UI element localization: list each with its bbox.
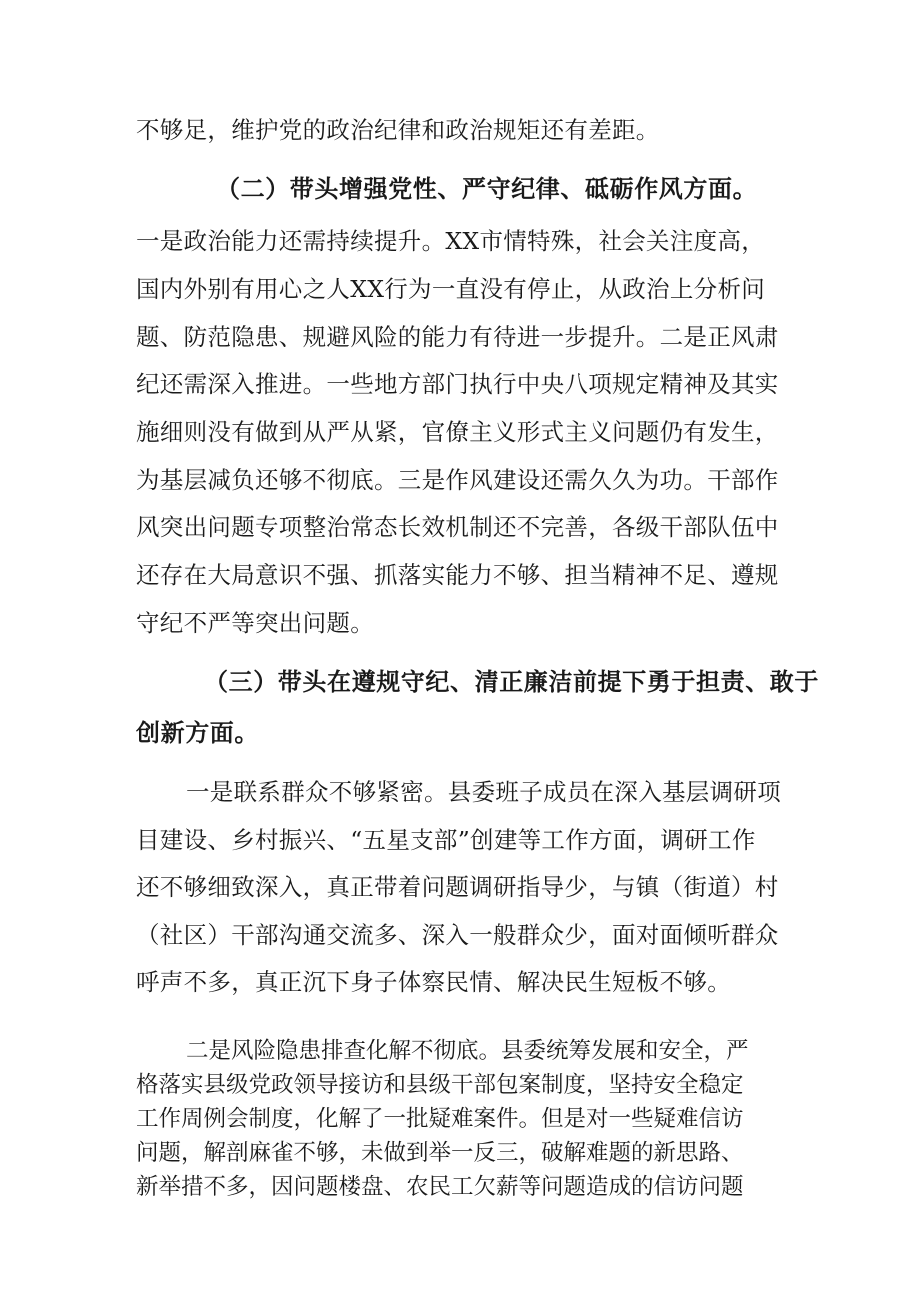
section-heading: （三）带头在遵规守纪、清正廉洁前提下勇于担责、敢于: [204, 667, 819, 696]
paragraph-line: 施细则没有做到从严从紧，官僚主义形式主义问题仍有发生，: [136, 418, 779, 446]
paragraph-line: 还存在大局意识不强、抓落实能力不够、担当精神不足、遵规: [136, 561, 779, 589]
paragraph-line: 格落实县级党政领导接访和县级干部包案制度，坚持安全稳定: [136, 1072, 744, 1098]
paragraph-line: 守纪不严等突出问题。: [136, 609, 374, 637]
paragraph-line: 不够足，维护党的政治纪律和政治规矩还有差距。: [136, 116, 660, 144]
paragraph-line: 还不够细致深入，真正带着问题调研指导少，与镇（街道）村: [136, 873, 779, 901]
paragraph-line: 问题，解剖麻雀不够，未做到举一反三，破解难题的新思路、: [136, 1140, 744, 1166]
paragraph-line: 为基层减负还够不彻底。三是作风建设还需久久为功。干部作: [136, 466, 779, 494]
paragraph-line: 新举措不多，因问题楼盘、农民工欠薪等问题造成的信访问题: [136, 1174, 744, 1200]
paragraph-line: （社区）干部沟通交流多、深入一般群众少，面对面倾听群众: [136, 921, 779, 949]
paragraph-line: 呼声不多，真正沉下身子体察民情、解决民生短板不够。: [136, 968, 731, 996]
paragraph-line: 一是政治能力还需持续提升。XX市情特殊，社会关注度高，: [136, 227, 766, 255]
paragraph-line: 风突出问题专项整治常态长效机制还不完善，各级干部队伍中: [136, 513, 779, 541]
paragraph-line: 题、防范隐患、规避风险的能力有待进一步提升。二是正风肃: [136, 323, 779, 351]
paragraph-line: 纪还需深入推进。一些地方部门执行中央八项规定精神及其实: [136, 370, 779, 398]
paragraph-line: 二是风险隐患排查化解不彻底。县委统筹发展和安全，严: [186, 1038, 749, 1064]
section-heading-continued: 创新方面。: [136, 718, 259, 747]
paragraph-line: 工作周例会制度，化解了一批疑难案件。但是对一些疑难信访: [136, 1106, 744, 1132]
paragraph-line: 目建设、乡村振兴、“五星支部”创建等工作方面，调研工作: [136, 826, 756, 854]
paragraph-line: 国内外别有用心之人XX行为一直没有停止，从政治上分析问: [136, 275, 766, 303]
section-heading: （二）带头增强党性、严守纪律、砥砺作风方面。: [216, 174, 758, 203]
paragraph-line: 一是联系群众不够紧密。县委班子成员在深入基层调研项: [186, 778, 781, 806]
